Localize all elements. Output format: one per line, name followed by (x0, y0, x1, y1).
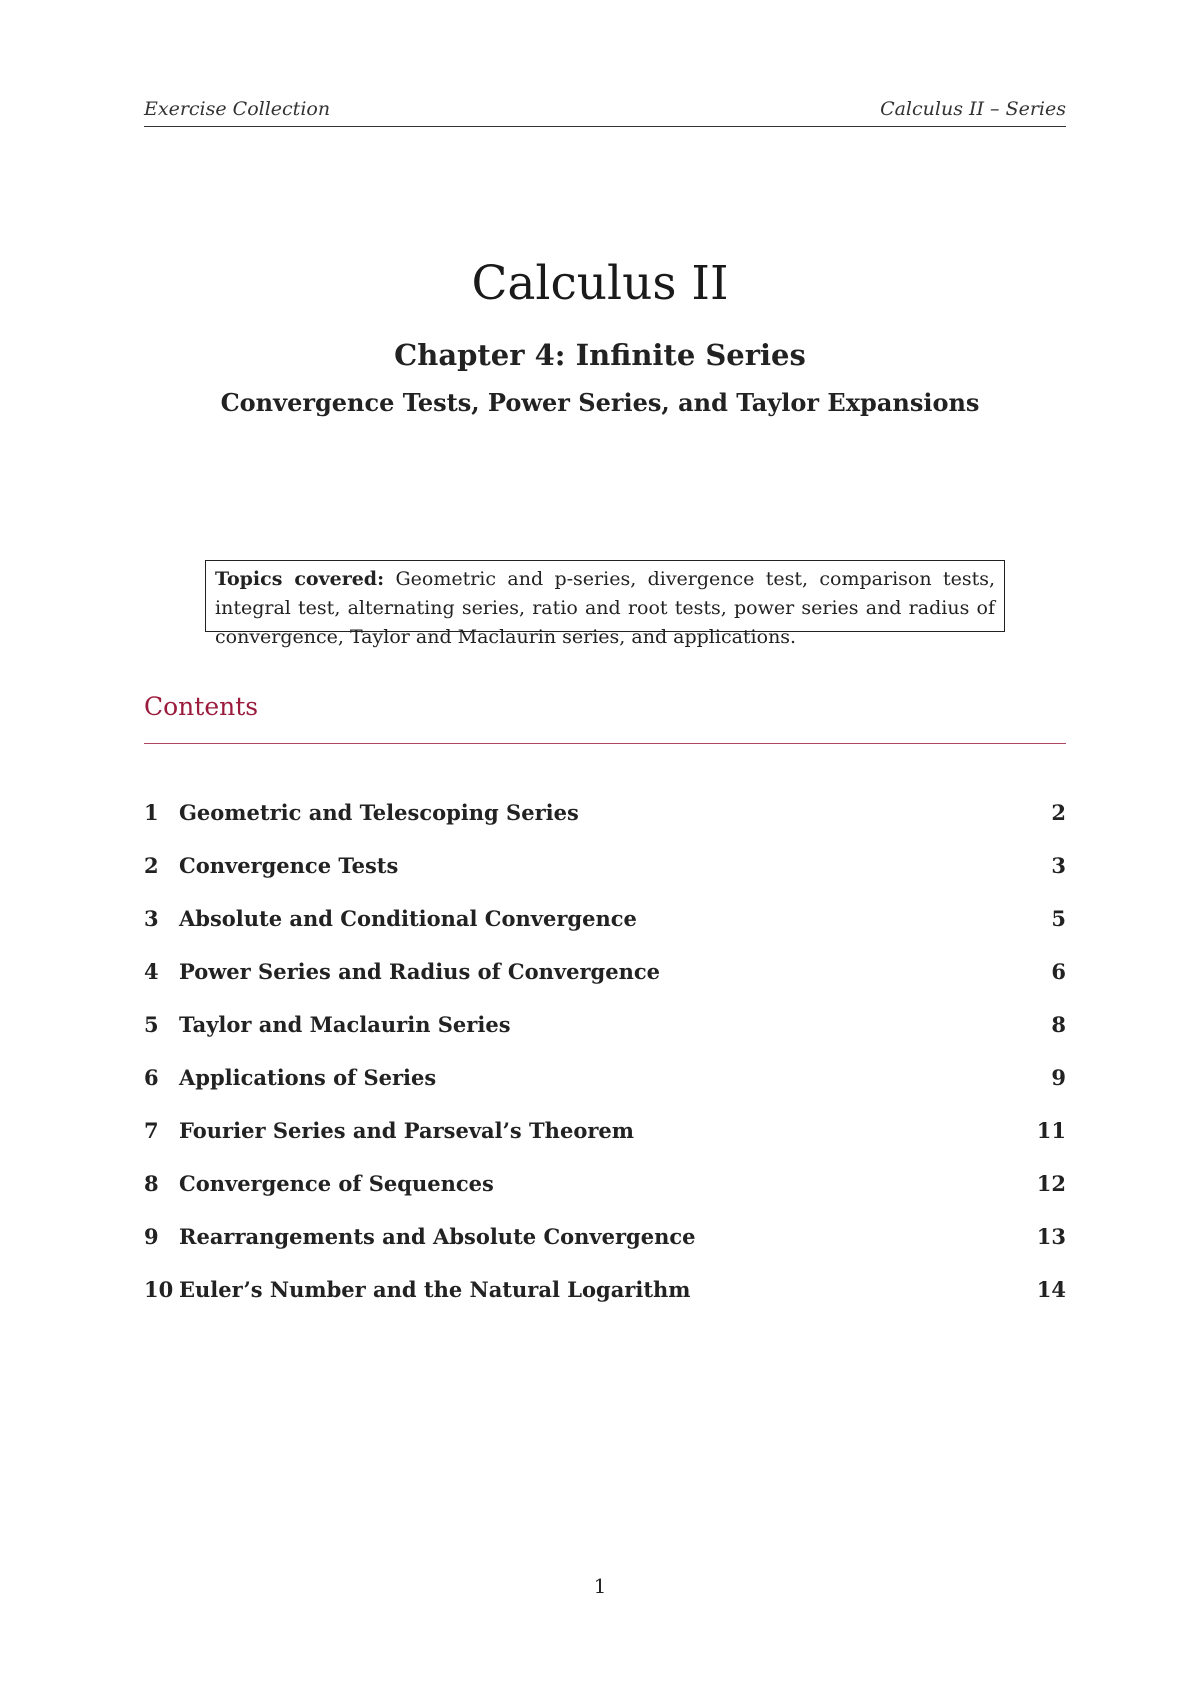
toc-entry[interactable] (144, 955, 1066, 1008)
topics-text: Geometric and p-series, divergence test, comparison tests, integral test, alternating series, ratio and root tests, power series and radius of convergence, Taylor and Maclaurin series, and applications. (215, 568, 995, 648)
toc-entry-page[interactable]: 2 (1051, 800, 1066, 825)
toc-entry-title[interactable]: Rearrangements and Absolute Convergence (179, 1224, 696, 1249)
toc-entry-page[interactable]: 3 (1051, 853, 1066, 878)
toc-entry-number: 10 (144, 1277, 174, 1302)
toc-entry-number: 2 (144, 853, 159, 878)
toc-entry-number: 9 (144, 1224, 159, 1249)
running-header-right: Calculus II – Series (880, 98, 1066, 120)
toc-entry-title[interactable]: Convergence of Sequences (179, 1171, 494, 1196)
toc-entry-title[interactable]: Absolute and Conditional Convergence (179, 906, 637, 931)
toc-entry[interactable] (144, 849, 1066, 902)
toc-entry[interactable] (144, 1061, 1066, 1114)
contents-divider (144, 743, 1066, 744)
page-number: 1 (593, 1574, 607, 1598)
toc-entry-title[interactable]: Taylor and Maclaurin Series (179, 1012, 511, 1037)
toc-entry-number: 5 (144, 1012, 159, 1037)
toc-entry[interactable] (144, 796, 1066, 849)
document-subtitle: Chapter 4: Infinite Series (394, 338, 806, 372)
toc-entry-page[interactable]: 12 (1036, 1171, 1066, 1196)
document-subsubtitle: Convergence Tests, Power Series, and Taylor Expansions (220, 388, 980, 417)
toc-entry-number: 4 (144, 959, 159, 984)
toc-entry-number: 6 (144, 1065, 159, 1090)
toc-entry-title[interactable]: Euler’s Number and the Natural Logarithm (179, 1277, 691, 1302)
toc-entry[interactable] (144, 1167, 1066, 1220)
toc-entry-number: 8 (144, 1171, 159, 1196)
toc-entry-page[interactable]: 9 (1051, 1065, 1066, 1090)
toc-entry-title[interactable]: Fourier Series and Parseval’s Theorem (179, 1118, 634, 1143)
contents-heading: Contents (144, 692, 259, 721)
toc-entry-title[interactable]: Power Series and Radius of Convergence (179, 959, 661, 984)
toc-entry-title[interactable]: Convergence Tests (179, 853, 399, 878)
topics-box (205, 560, 1005, 648)
toc-entry[interactable] (144, 1114, 1066, 1167)
toc-entry-page[interactable]: 5 (1051, 906, 1066, 931)
running-header-left: Exercise Collection (144, 98, 331, 120)
toc-entry-number: 7 (144, 1118, 159, 1143)
toc-entry-page[interactable]: 8 (1051, 1012, 1066, 1037)
toc-entry-title[interactable]: Geometric and Telescoping Series (179, 800, 579, 825)
toc-entry-page[interactable]: 14 (1036, 1277, 1066, 1302)
toc-entry[interactable] (144, 902, 1066, 955)
running-header (144, 96, 1066, 127)
toc-entry-page[interactable]: 6 (1051, 959, 1066, 984)
toc-entry[interactable] (144, 1273, 1066, 1326)
toc-entry-page[interactable]: 13 (1036, 1224, 1066, 1249)
toc-entry-number: 3 (144, 906, 159, 931)
topics-label: Topics covered: (215, 568, 385, 590)
toc-entry-page[interactable]: 11 (1036, 1118, 1066, 1143)
document-title: Calculus II (471, 256, 729, 311)
toc-entry[interactable] (144, 1220, 1066, 1273)
toc-entry-number: 1 (144, 800, 159, 825)
toc-entry[interactable] (144, 1008, 1066, 1061)
table-of-contents (144, 796, 1066, 1326)
toc-entry-title[interactable]: Applications of Series (179, 1065, 437, 1090)
